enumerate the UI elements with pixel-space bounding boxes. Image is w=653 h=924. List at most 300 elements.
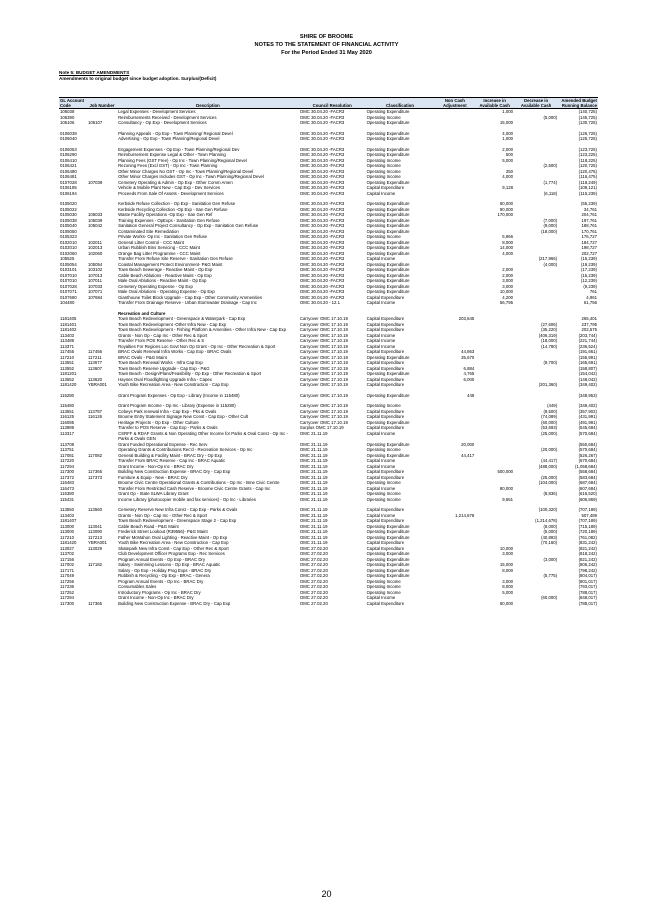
cell-classification: Operating Income [366, 403, 401, 409]
cell-classification: Operating Expenditure [366, 567, 410, 573]
cell-code: 105525 [60, 256, 75, 262]
cell-desc: Transfer From Drainage Reserve - Urban Stormwater Drainage - Cap Inc [118, 300, 257, 306]
cell-resolution: OMC 30.04.20 -FACR3 [299, 136, 345, 142]
cell-resolution: OMC 27.02.20 [299, 551, 328, 557]
cell-increase: 3,000 [502, 278, 514, 284]
cell-resolution: OMC 21.11.19 [299, 496, 328, 502]
cell-code: 0107028 [60, 283, 77, 289]
cell-classification: Operating Expenditure [366, 201, 410, 207]
cell-desc: General Litter Control - CCC Maint [118, 239, 184, 245]
cell-code: 113000 [60, 529, 75, 535]
cell-job: 113090 [87, 529, 102, 535]
cell-code: 115280 [60, 392, 75, 398]
cell-increase: 5,000 [502, 589, 514, 595]
cell-job: 113607 [87, 365, 102, 371]
cell-desc: Grant Program Income - Op Inc - Library (Expense in 115280) [118, 403, 236, 409]
cell-desc: Other Minor Charges Includes GST - Op Inc - Town Planning/Regional Devel [118, 174, 264, 180]
cell-job: 103102 [87, 267, 103, 273]
cell-decrease: (1,774) [543, 179, 558, 185]
cell-balance: 198,727 [581, 245, 597, 251]
cell-resolution: OMC 30.04.20 -FACR3 [299, 206, 345, 212]
cell-desc: Urban Rubbish Bins Servicing - CCC Maint [118, 245, 200, 251]
cell-balance: (123,725) [578, 146, 597, 152]
note-subtitle: Amendments to original budget since budget adoption. Surplus/(Deficit) [59, 76, 217, 81]
cell-classification: Operating Income [366, 584, 401, 590]
col-running-balance: Amended Budget Running Balance [558, 98, 598, 109]
cell-resolution: OMC 27.02.20 [299, 573, 328, 579]
cell-balance: (788,017) [578, 589, 597, 595]
cell-code: 117300 [60, 600, 75, 606]
cell-desc: Skatepark New Infra Const - Cap Exp - Other Rec & Sport [118, 545, 229, 551]
cell-balance: (798,242) [578, 567, 597, 573]
cell-resolution: OMC 21.11.19 [299, 540, 328, 546]
cell-code: 0102010 [60, 239, 77, 245]
cell-job: 117373 [87, 474, 102, 480]
cell-job: 105033 [87, 212, 103, 218]
cell-noncash: 44,863 [461, 349, 475, 355]
cell-classification: Capital Expenditure [366, 469, 405, 475]
cell-code: 1181401 [60, 321, 77, 327]
cell-classification: Capital Expenditure [366, 545, 405, 551]
cell-increase: 2,000 [502, 272, 514, 278]
cell-code: 113000 [60, 523, 75, 529]
cell-classification: Capital Income [366, 430, 396, 436]
cell-resolution: OMC 30.04.20 -FACR3 [299, 120, 345, 126]
cell-noncash: 6,000 [463, 376, 475, 382]
cell-classification: Operating Expenditure [366, 419, 410, 425]
cell-code: 0105038 [60, 217, 77, 223]
cell-job: 107039 [87, 179, 103, 185]
cell-balance: (558,684) [578, 469, 597, 475]
cell-classification: Capital Expenditure [366, 540, 405, 546]
cell-balance: (15,239) [580, 272, 597, 278]
cell-desc: Father McMahon Oval Lighting - Reactive Maint - Op Exp [118, 534, 228, 540]
cell-desc: Broome Civic Centre Operational Grants & Contributions - Op Inc - Bme Civic Centre [118, 480, 280, 486]
cell-balance: (236,524) [578, 343, 597, 349]
cell-desc: Recreation and Culture [118, 310, 166, 316]
cell-desc: Rezoning Fees (Excl GST) - Op Inc - Town Planning [118, 163, 218, 169]
cell-resolution: OMC 30.04.20 -FACR3 [299, 217, 345, 223]
cell-classification: Capital Expenditure [366, 474, 405, 480]
cell-decrease: (14,780) [541, 343, 558, 349]
cell-classification: Operating Income [366, 447, 401, 453]
cell-desc: Town Beach Reserve Upgrade - Cap Exp - P&G [118, 365, 210, 371]
cell-increase: 500 [505, 152, 514, 158]
cell-resolution: OMC 30.04.20 -FACR3 [299, 157, 345, 163]
cell-resolution: Carryover OMC 17.10.19 [299, 403, 348, 409]
cell-balance: (831,242) [578, 540, 597, 546]
cell-increase: 8,000 [502, 584, 514, 590]
cell-job: 117365 [87, 600, 102, 606]
cell-classification: Operating Expenditure [366, 272, 410, 278]
cell-desc: BRAC Ovals - P&G Maint [118, 354, 167, 360]
cell-resolution: Carryover OMC 17.10.19 [299, 382, 348, 388]
cell-classification: Capital Expenditure [366, 425, 405, 431]
cell-resolution: OMC 30.04.20 -FACR3 [299, 256, 345, 262]
cell-balance: (570,684) [578, 430, 597, 436]
cell-desc: Orange Bag Litter Programme - CCC Maint [118, 250, 201, 256]
cell-desc: Engagement Expenses - Op Exp - Town Planning/Regional Dev [118, 146, 240, 152]
cell-classification: Operating Expenditure [366, 392, 410, 398]
cell-balance: (118,225) [578, 157, 597, 163]
cell-increase: 2,000 [502, 146, 514, 152]
cell-desc: Cemetery Operating & Admin - Op Exp - Other Comm Amen [118, 179, 233, 185]
cell-decrease: (9,000) [543, 223, 558, 229]
cell-noncash [434, 601, 475, 607]
cell-classification: Operating Expenditure [366, 551, 410, 557]
cell-classification: Capital Income [366, 256, 396, 262]
cell-code: 117171 [60, 567, 75, 573]
cell-desc: Private Works- Op Inc - Sanitation Gen Refuse [118, 234, 208, 240]
cell-balance: 61,756 [583, 300, 597, 306]
cell-desc: Grants - Non Op - Cap Inc - Other Rec & Sport [118, 332, 208, 338]
cell-classification: Operating Expenditure [366, 261, 410, 267]
cell-resolution: OMC 27.02.20 [299, 589, 328, 595]
cell-classification: Operating Expenditure [366, 250, 410, 256]
cell-resolution: Carryover OMC 17.10.19 [299, 343, 348, 349]
cell-balance: 188,761 [581, 223, 597, 229]
cell-decrease [514, 601, 558, 607]
cell-code: 113027 [60, 545, 75, 551]
cell-code: 117236 [60, 584, 75, 590]
cell-desc: Transfer From Refuse Site Reserve - Sanitation Gen Refuse [118, 256, 233, 262]
cell-desc: Cemetery Operating Expense - Op Exp [118, 283, 193, 289]
cell-desc: Broome Entry Statement Signage New Const - Cap Exp - Other Cult [118, 414, 248, 420]
cell-code: 0106185 [60, 185, 77, 191]
cell-desc: Contaminated Site Remediation [118, 228, 179, 234]
cell-classification: Operating Expenditure [366, 441, 410, 447]
cell-balance: (818,242) [578, 551, 597, 557]
cell-classification: Operating Expenditure [366, 283, 410, 289]
cell-desc: Other Minor Charges No GST - Op Inc - Town Planning/Regional Devel [118, 168, 254, 174]
cell-resolution: OMC 30.04.20 -FACR3 [299, 190, 345, 196]
cell-resolution: Carryover OMC 17.10.19 [299, 354, 348, 360]
cell-desc: Grant Program Expenses - Op Exp - Library (Income in 115480) [118, 392, 240, 398]
cell-increase: 15,000 [499, 120, 514, 126]
cell-balance: 176,727 [581, 234, 597, 240]
cell-resolution: OMC 27.02.20 [299, 545, 328, 551]
cell-classification: Operating Expenditure [366, 278, 410, 284]
cell-noncash: 44,417 [461, 452, 475, 458]
cell-decrease: (449) [547, 403, 558, 409]
cell-resolution: OMC 21.11.19 [299, 507, 328, 513]
cell-balance: (120,475) [578, 168, 597, 174]
cell-increase: 1,000 [502, 109, 514, 115]
cell-job: 105039 [87, 217, 103, 223]
cell-noncash [434, 431, 475, 442]
cell-code: 1181201 [60, 371, 77, 377]
cell-code: 116483 [60, 480, 75, 486]
cell-resolution: OMC 30.04.20 -FACR3 [299, 114, 345, 120]
cell-classification: Operating Income [366, 491, 401, 497]
cell-resolution: OMC 30.04.20 -FACR3 [299, 294, 345, 300]
cell-resolution: OMC 30.04.20 -FACR3 [299, 185, 345, 191]
cell-balance: (616,520) [578, 491, 597, 497]
cell-decrease: (35,220) [541, 327, 558, 333]
cell-resolution: OMC 21.11.19 [299, 523, 328, 529]
cell-code: 0107010 [60, 278, 77, 284]
cell-resolution: OMC 30.04.20 -FACR3 [299, 130, 345, 136]
cell-increase: 9,128 [502, 185, 514, 191]
cell-balance: 761 [589, 289, 597, 295]
cell-resolution: OMC 27.02.20 [299, 556, 328, 562]
cell-classification: Capital Income [366, 190, 396, 196]
cell-code: 113317 [60, 430, 75, 436]
cell-code: 116473 [60, 485, 75, 491]
cell-code: 117210 [60, 354, 75, 360]
cell-decrease: (5,000) [543, 114, 558, 120]
cell-classification: Capital Expenditure [366, 376, 405, 382]
cell-balance: (431,991) [578, 414, 597, 420]
col-non-cash: Non Cash Adjustment [434, 98, 475, 109]
cell-job: 107071 [87, 289, 103, 295]
cell-code: 113551 [60, 360, 75, 366]
cell-job [87, 431, 117, 442]
cell-classification: Operating Income [366, 163, 401, 169]
cell-code: 0106480 [60, 168, 77, 174]
cell-resolution: OMC 21.11.19 [299, 458, 328, 464]
cell-resolution: OMC 27.02.20 [299, 595, 328, 601]
cell-balance: (788,017) [578, 600, 597, 606]
cell-code: 1181407 [60, 518, 77, 524]
cell-balance: (145,725) [578, 114, 597, 120]
cell-desc: Club Development Officer Programs Exp - Rec Services [118, 551, 225, 557]
cell-balance: (848,017) [578, 595, 597, 601]
cell-classification: Operating Expenditure [366, 529, 410, 535]
cell-code: 113552 [60, 376, 75, 382]
cell-decrease: (20,000) [541, 447, 558, 453]
cell-noncash: 20,000 [461, 441, 475, 447]
cell-resolution: Carryover OMC 17.10.19 [299, 376, 348, 382]
cell-desc: Reimbursements Received - Development Services [118, 114, 217, 120]
cell-code: 113551 [60, 408, 75, 414]
cell-code: 115431 [60, 496, 75, 502]
cell-desc: Kerbside Refuse Collection - Op Exp - Sanitation Gen Refuse [118, 201, 236, 207]
col-increase: Increase in Available Cash [475, 98, 514, 109]
cell-code: 0106290 [60, 152, 77, 158]
cell-balance: (126,725) [578, 130, 597, 136]
cell-resolution: OMC 21.11.19 [299, 463, 328, 469]
cell-classification: Capital Expenditure [366, 600, 405, 606]
cell-resolution: Carryover OMC 17.10.19 [299, 338, 348, 344]
cell-code: 0106040 [60, 136, 77, 142]
cell-job: 107011 [87, 278, 102, 284]
col-council-resolution: Council Resolution [299, 98, 366, 109]
cell-resolution: OMC 21.11.19 [299, 485, 328, 491]
cell-decrease: (7,000) [543, 217, 558, 223]
cell-desc: Proceeds From Sale Of Assets - Development Services [118, 190, 224, 196]
cell-job: 102011 [87, 239, 102, 245]
cell-desc: Salary - Swimming Lessons - Op Exp - BRAC Aquatic [118, 562, 221, 568]
cell-desc: Royalties For Regions Loc Govt Non Op Grant - Op Inc - Other Recreation & Sport [118, 343, 276, 349]
cell-job: 117211 [87, 354, 102, 360]
notes-title: NOTES TO THE STATEMENT OF FINANCIAL ACTIVITY [254, 42, 399, 48]
cell-classification: Capital Income [366, 485, 396, 491]
cell-resolution: Carryover OMC 17.10.19 [299, 332, 348, 338]
cell-resolution: OMC 30.04.20 -FACR3 [299, 109, 345, 115]
cell-increase: 60,000 [499, 201, 514, 207]
cell-desc: Reimbursement Expense Legal & Other - Town Planning [118, 152, 226, 158]
cell-classification: Capital Expenditure [366, 408, 405, 414]
cell-code: 0102010 [60, 245, 77, 251]
cell-desc: Grant Income - Non-Op Inc - BRAC Dry [118, 595, 194, 601]
cell-noncash: 449 [467, 392, 475, 398]
cell-balance: (583,684) [578, 474, 597, 480]
cell-balance: (9,239) [583, 283, 597, 289]
cell-decrease: (2,500) [543, 163, 558, 169]
cell-code: 0105323 [60, 234, 77, 240]
cell-decrease: (27,606) [541, 321, 558, 327]
cell-desc: Consultancy - Op Exp - Development Services [118, 120, 207, 126]
cell-desc: CSRFF & RDAF Grants & Non Operating Other Income for Parks & Oval Const - Op Inc - Parks & Ovals GEN [118, 430, 288, 442]
cell-noncash: 35,670 [461, 354, 475, 360]
cell-increase: 10,000 [499, 289, 514, 295]
cell-decrease: (406,319) [538, 332, 558, 338]
cell-job: 113620 [87, 376, 102, 382]
cell-increase: 4,000 [502, 250, 514, 256]
cell-decrease: (8,000) [543, 523, 558, 529]
cell-desc: Training Expenses - OpExps - Sanitation Gen Refuse [118, 217, 220, 223]
cell-job: 107013 [87, 272, 103, 278]
cell-desc: Transfer to POS Reserve - Cap Exp - Parks & Ovals [118, 425, 218, 431]
cell-balance: (12,239) [580, 278, 597, 284]
cell-balance: (109,121) [578, 185, 597, 191]
cell-balance: 184,727 [581, 239, 597, 245]
cell-balance: 202,575 [581, 327, 597, 333]
cell-classification: Capital Expenditure [366, 294, 405, 300]
cell-desc: Grant Funded Operational Expense - Rec Serv [118, 441, 208, 447]
cell-code: 117455 [60, 349, 75, 355]
cell-code: 117300 [60, 469, 75, 475]
cell-increase: 8,000 [502, 239, 514, 245]
cell-classification: Capital Income [366, 338, 396, 344]
cell-increase [475, 431, 514, 442]
cell-code: 0102060 [60, 250, 77, 256]
cell-resolution: OMC 21.11.19 [299, 452, 328, 458]
cell-increase: 5,000 [502, 157, 514, 163]
cell-classification: Operating Expenditure [366, 573, 410, 579]
cell-resolution: Carryover OMC 17.10.19 [299, 408, 348, 414]
cell-classification: Operating Expenditure [366, 267, 410, 273]
cell-resolution: OMC 21.11.19 [299, 529, 328, 535]
cell-job: 105042 [87, 223, 103, 229]
cell-classification: Capital Expenditure [366, 382, 405, 388]
cell-resolution: OMC 30.04.20 -FACR3 [299, 174, 345, 180]
cell-resolution: OMC 30.04.20 -FACR3 [299, 250, 345, 256]
cell-code: 0103101 [60, 267, 77, 273]
cell-desc: Haynes Oval Floodlighting Upgrade Infra - Capex [118, 376, 212, 382]
cell-increase: 250 [505, 168, 514, 174]
cell-desc: Legal Expenses - Development Services [118, 109, 196, 115]
cell-desc: Planning Fees (GST Free) - Op Inc - Town Planning/Regional Devel [118, 157, 247, 163]
cell-balance: (154,042) [578, 371, 597, 377]
cell-decrease: (44,417) [541, 458, 558, 464]
cell-classification: Capital Expenditure [366, 365, 405, 371]
cell-resolution: Carryover OMC 17.10.19 [299, 365, 348, 371]
cell-increase: 10,000 [499, 545, 514, 551]
cell-classification: Operating Expenditure [366, 206, 410, 212]
cell-desc: Program Annual Events - Op Inc - BRAC Dry [118, 578, 204, 584]
cell-classification: Operating Expenditure [366, 146, 410, 152]
cell-classification: Operating Expenditure [366, 371, 410, 377]
cell-noncash: 4,765 [463, 371, 475, 377]
cell-code: 117210 [60, 534, 75, 540]
cell-desc: Program Annual Events - Op Exp - BRAC Dry [118, 556, 206, 562]
cell-code: 1181405 [60, 316, 77, 322]
cell-balance: (793,017) [578, 584, 597, 590]
table-body [59, 109, 598, 607]
cell-resolution: OMC 30.04.20 -FACR3 [299, 283, 345, 289]
cell-decrease: (25,000) [541, 474, 558, 480]
cell-resolution: OMC 30.04.20 -FACR3 [299, 179, 345, 185]
cell-increase: 8,000 [502, 567, 514, 573]
budget-amendments-table [59, 97, 598, 606]
cell-desc: Cobeys Park renewal Infra - Cap Exp - Pks & Ovals [118, 408, 217, 414]
cell-code: 0105050 [60, 228, 77, 234]
cell-job: 113677 [87, 360, 102, 366]
cell-job: 117456 [87, 349, 102, 355]
cell-desc: General Building & Facility Maint - BRAC Dry - Op Exp [118, 452, 222, 458]
cell-balance: (801,017) [578, 578, 597, 584]
cell-resolution: OMC 27.02.20 [299, 584, 328, 590]
cell-resolution: OMC 27.02.20 [299, 567, 328, 573]
cell-classification: Operating Expenditure [366, 452, 410, 458]
cell-classification: Operating Expenditure [366, 289, 410, 295]
cell-job: 117082 [87, 452, 102, 458]
cell-desc: Male Oval Ablutions - Operating Expense - Op Exp [118, 289, 215, 295]
cell-code: 117156 [60, 556, 75, 562]
cell-balance: (148,042) [578, 376, 597, 382]
cell-desc: BRAC Ovals Renewal Infra Works - Cap Exp - BRAC Ovals [118, 349, 232, 355]
cell-desc: Cable Beach Ablutions - Reactive Maint - Op Exp [118, 272, 212, 278]
cell-classification: Operating Expenditure [366, 239, 410, 245]
cell-code: 117081 [60, 452, 75, 458]
cell-desc: Building New Construction Expense - BRAC Dry - Cap Exp [118, 469, 231, 475]
cell-resolution: OMC 30.04.20 -FACR3 [299, 278, 345, 284]
cell-balance: (123,225) [578, 152, 597, 158]
cell-code: 106038 [60, 109, 75, 115]
cell-code: 0107028 [60, 179, 77, 185]
cell-resolution: OMC 21.11.19 [299, 441, 328, 447]
cell-balance: (115,239) [578, 190, 597, 196]
cell-code: 0105054 [60, 261, 77, 267]
cell-desc: Grant Op - State SLWA Library Grant [118, 491, 189, 497]
cell-classification: Operating Expenditure [366, 223, 410, 229]
cell-resolution: OMC 27.02.20 [299, 562, 328, 568]
cell-decrease: (217,966) [538, 256, 558, 262]
cell-desc: Town Beach Sewerage - Reactive Maint - Op Exp [118, 267, 213, 273]
cell-balance: (804,017) [578, 573, 597, 579]
cell-balance: (125,725) [578, 136, 597, 142]
cell-desc: Waste Facility Operations -Op Exp - San Gen Ref [118, 212, 213, 218]
cell-desc: Transfer From BRAC Reserve - Cap Inc - BRAC Aquatic [118, 458, 226, 464]
cell-decrease: (60,000) [541, 419, 558, 425]
cell-code: 0105040 [60, 223, 77, 229]
cell-balance: 265,401 [581, 316, 597, 322]
cell-classification: Capital Income [366, 343, 396, 349]
cell-noncash: 6,884 [463, 365, 475, 371]
cell-decrease: (40,893) [541, 534, 558, 540]
cell-resolution: Carryover OMC 17.10.19 [299, 321, 348, 327]
cell-balance: (761,082) [578, 534, 597, 540]
cell-decrease: (53,693) [541, 425, 558, 431]
cell-resolution: OMC 30.04.20 -FACR3 [299, 289, 345, 295]
cell-desc: Furniture & Equip - New - BRAC Dry [118, 474, 188, 480]
cell-code: 113989 [60, 425, 75, 431]
cell-balance: (116,475) [578, 174, 597, 180]
cell-increase: 15,000 [499, 562, 514, 568]
cell-job: 107033 [87, 283, 103, 289]
